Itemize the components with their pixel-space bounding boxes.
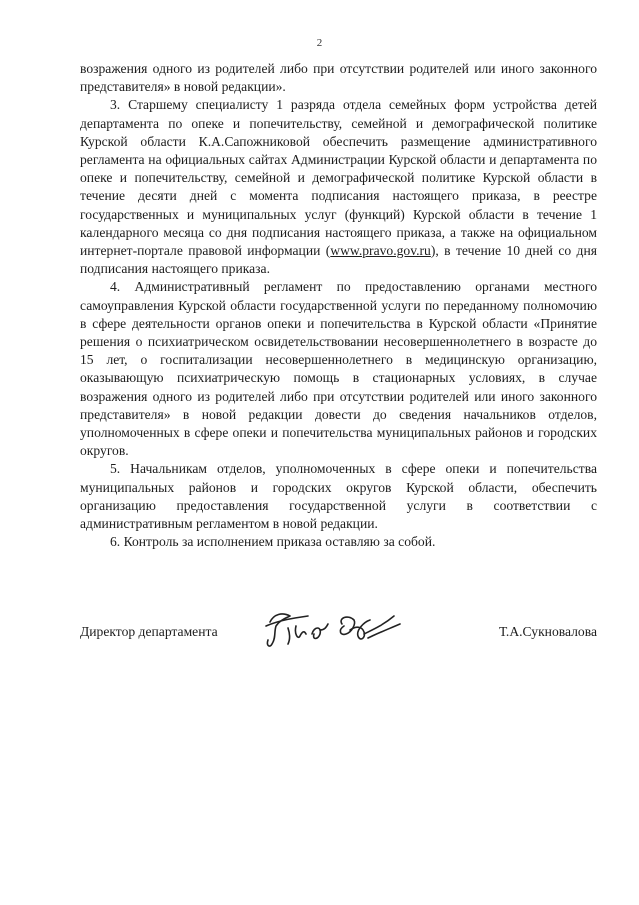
signatory-position: Директор департамента — [80, 624, 218, 639]
signature-block — [80, 604, 597, 664]
paragraph-text: 4. Административный регламент по предоставлению органами местного самоуправления Курской области государственной услуги по переданному полномочию в сфере деятельности органов опеки и попечительства в Курской области «Принятие решения о психиатрическом освидетельствовании несовершеннолетнего в возрасте до 15 лет, о госпитализации несовершеннолетнего в медицинскую организацию, оказывающую психиатрическую помощь в стационарных условиях, в случае возражения одного из родителей либо при отсутствии родителей или иного законного представителя» в новой редакции довести до сведения начальников отделов, уполномоченных в сфере опеки и попечительства муниципальных районов и городских округов. — [80, 279, 597, 459]
paragraph-item-3 — [80, 96, 597, 278]
paragraph-item-5 — [80, 460, 597, 533]
paragraph-text: возражения одного из родителей либо при отсутствии родителей или иного законного представителя» в новой редакции». — [80, 61, 597, 95]
paragraph-item-4 — [80, 278, 597, 460]
paragraph-text: 6. Контроль за исполнением приказа оставляю за собой. — [110, 534, 436, 550]
paragraph-continuation — [80, 60, 597, 96]
paragraph-text: 3. Старшему специалисту 1 разряда отдела семейных форм устройства детей департамента по опеке и попечительству, семейной и демографической политике Курской области К.А.Сапожниковой обеспечить размещение административного регламента на официальных сайтах Администрации Курской области и департамента по опеке и попечительству, семейной и демографической политике Курской области в течение десяти дней с момента подписания настоящего приказа, в реестре государственных и муниципальных услуг (функций) Курской области в течение 1 календарного месяца со дня подписания настоящего приказа, а также на официальном интернет-портале правовой информации ( — [80, 97, 597, 259]
paragraph-text-after-link: ), в течение 10 дней со дня подписания настоящего приказа. — [80, 243, 597, 277]
pravo-link[interactable]: www.pravo.gov.ru — [330, 243, 431, 259]
paragraph-item-6 — [80, 533, 597, 551]
page-number: 2 — [316, 37, 323, 49]
handwritten-signature — [260, 604, 410, 652]
signatory-name: Т.А.Сукновалова — [498, 624, 597, 639]
paragraph-text: 5. Начальникам отделов, уполномоченных в сфере опеки и попечительства муниципальных районов и городских округов Курской области, обеспечить организацию предоставления государственной услуги в соответствии с административным регламентом в новой редакции. — [80, 461, 597, 532]
document-body — [80, 60, 597, 551]
